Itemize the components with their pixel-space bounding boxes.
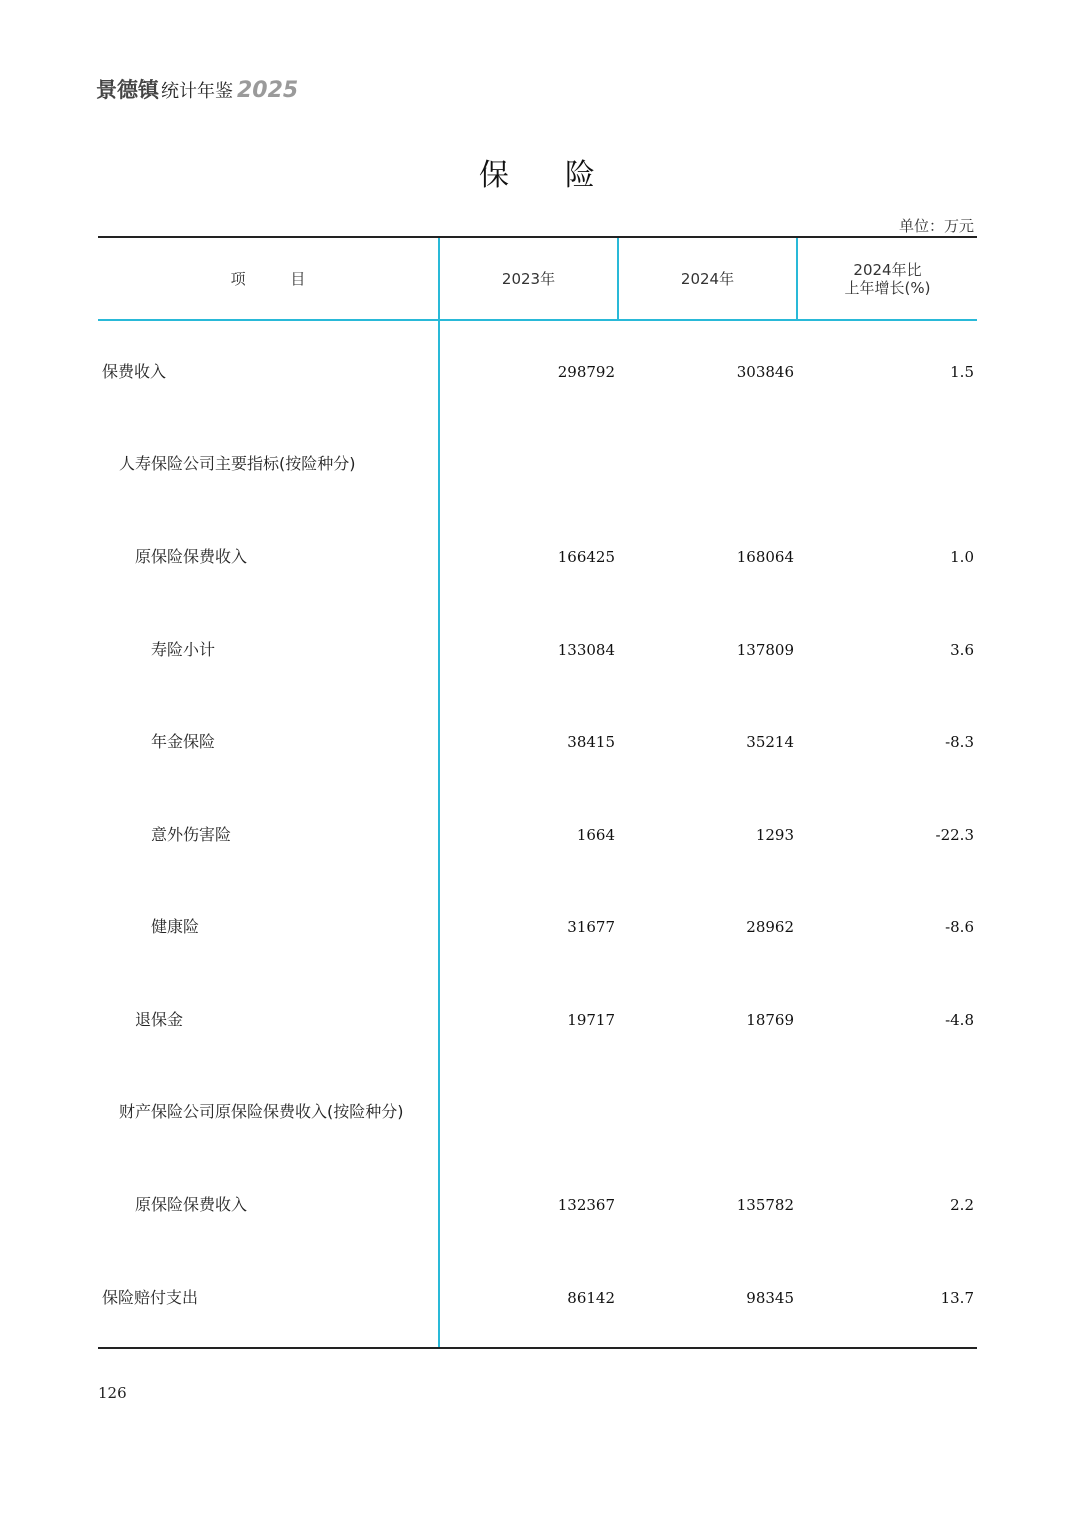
value-2024: 135782 — [736, 1196, 794, 1214]
page-title: 保险 — [479, 158, 651, 193]
table-row — [98, 357, 977, 387]
row-label: 健康险 — [151, 917, 200, 936]
value-2023: 86142 — [567, 1289, 615, 1307]
table-row — [98, 635, 977, 665]
yearbook-year: 2025 — [237, 78, 299, 103]
value-2024: 28962 — [746, 918, 794, 936]
table-row — [98, 820, 977, 850]
header-separator-rule — [98, 319, 977, 321]
value-growth: 1.5 — [950, 363, 974, 381]
column-divider-item — [438, 238, 440, 1347]
table-row — [98, 1190, 977, 1220]
row-label: 意外伤害险 — [151, 825, 232, 844]
value-2023: 132367 — [557, 1196, 615, 1214]
row-label: 财产保险公司原保险保费收入(按险种分) — [119, 1102, 404, 1121]
table-row — [98, 542, 977, 572]
value-growth: -4.8 — [945, 1011, 974, 1029]
value-growth: 3.6 — [950, 641, 974, 659]
value-2023: 19717 — [567, 1011, 615, 1029]
column-header-2023: 2023年 — [501, 270, 556, 288]
growth-header-line2: 上年增长(%) — [844, 278, 931, 297]
table-bottom-rule — [98, 1347, 977, 1349]
table-row — [98, 1005, 977, 1035]
value-2024: 1293 — [755, 826, 794, 844]
value-2024: 303846 — [736, 363, 794, 381]
value-growth: 1.0 — [950, 548, 974, 566]
table-row — [98, 449, 977, 479]
brand-name: 景德镇 — [96, 78, 159, 102]
unit-label: 单位：万元 — [898, 217, 974, 235]
table-row — [98, 727, 977, 757]
column-header-item: 项 目 — [230, 270, 306, 288]
table-row — [98, 1283, 977, 1313]
yearbook-name: 统计年鉴 — [161, 81, 233, 102]
row-label: 原保险保费收入 — [135, 547, 248, 566]
growth-header-line1: 2024年比 — [853, 260, 922, 279]
value-2024: 137809 — [736, 641, 794, 659]
value-2024: 98345 — [746, 1289, 794, 1307]
table-row — [98, 912, 977, 942]
value-growth: -22.3 — [935, 826, 974, 844]
row-label: 保费收入 — [102, 362, 167, 381]
row-label: 保险赔付支出 — [102, 1288, 199, 1307]
value-2024: 18769 — [746, 1011, 794, 1029]
row-label: 人寿保险公司主要指标(按险种分) — [119, 454, 356, 473]
column-header-growth — [798, 238, 977, 319]
value-2023: 38415 — [567, 733, 615, 751]
value-growth: 13.7 — [940, 1289, 974, 1307]
running-header — [96, 74, 298, 104]
row-label: 年金保险 — [151, 732, 216, 751]
row-label: 原保险保费收入 — [135, 1195, 248, 1214]
value-growth: 2.2 — [950, 1196, 974, 1214]
value-2023: 133084 — [557, 641, 615, 659]
value-growth: -8.6 — [945, 918, 974, 936]
value-2023: 298792 — [557, 363, 615, 381]
page-number: 126 — [98, 1384, 127, 1402]
value-growth: -8.3 — [945, 733, 974, 751]
row-label: 退保金 — [135, 1010, 184, 1029]
value-2023: 1664 — [576, 826, 615, 844]
value-2024: 168064 — [736, 548, 794, 566]
value-2023: 31677 — [567, 918, 615, 936]
table-row — [98, 1097, 977, 1127]
row-label: 寿险小计 — [151, 640, 216, 659]
value-2023: 166425 — [557, 548, 615, 566]
column-header-2024: 2024年 — [680, 270, 735, 288]
value-2024: 35214 — [746, 733, 794, 751]
